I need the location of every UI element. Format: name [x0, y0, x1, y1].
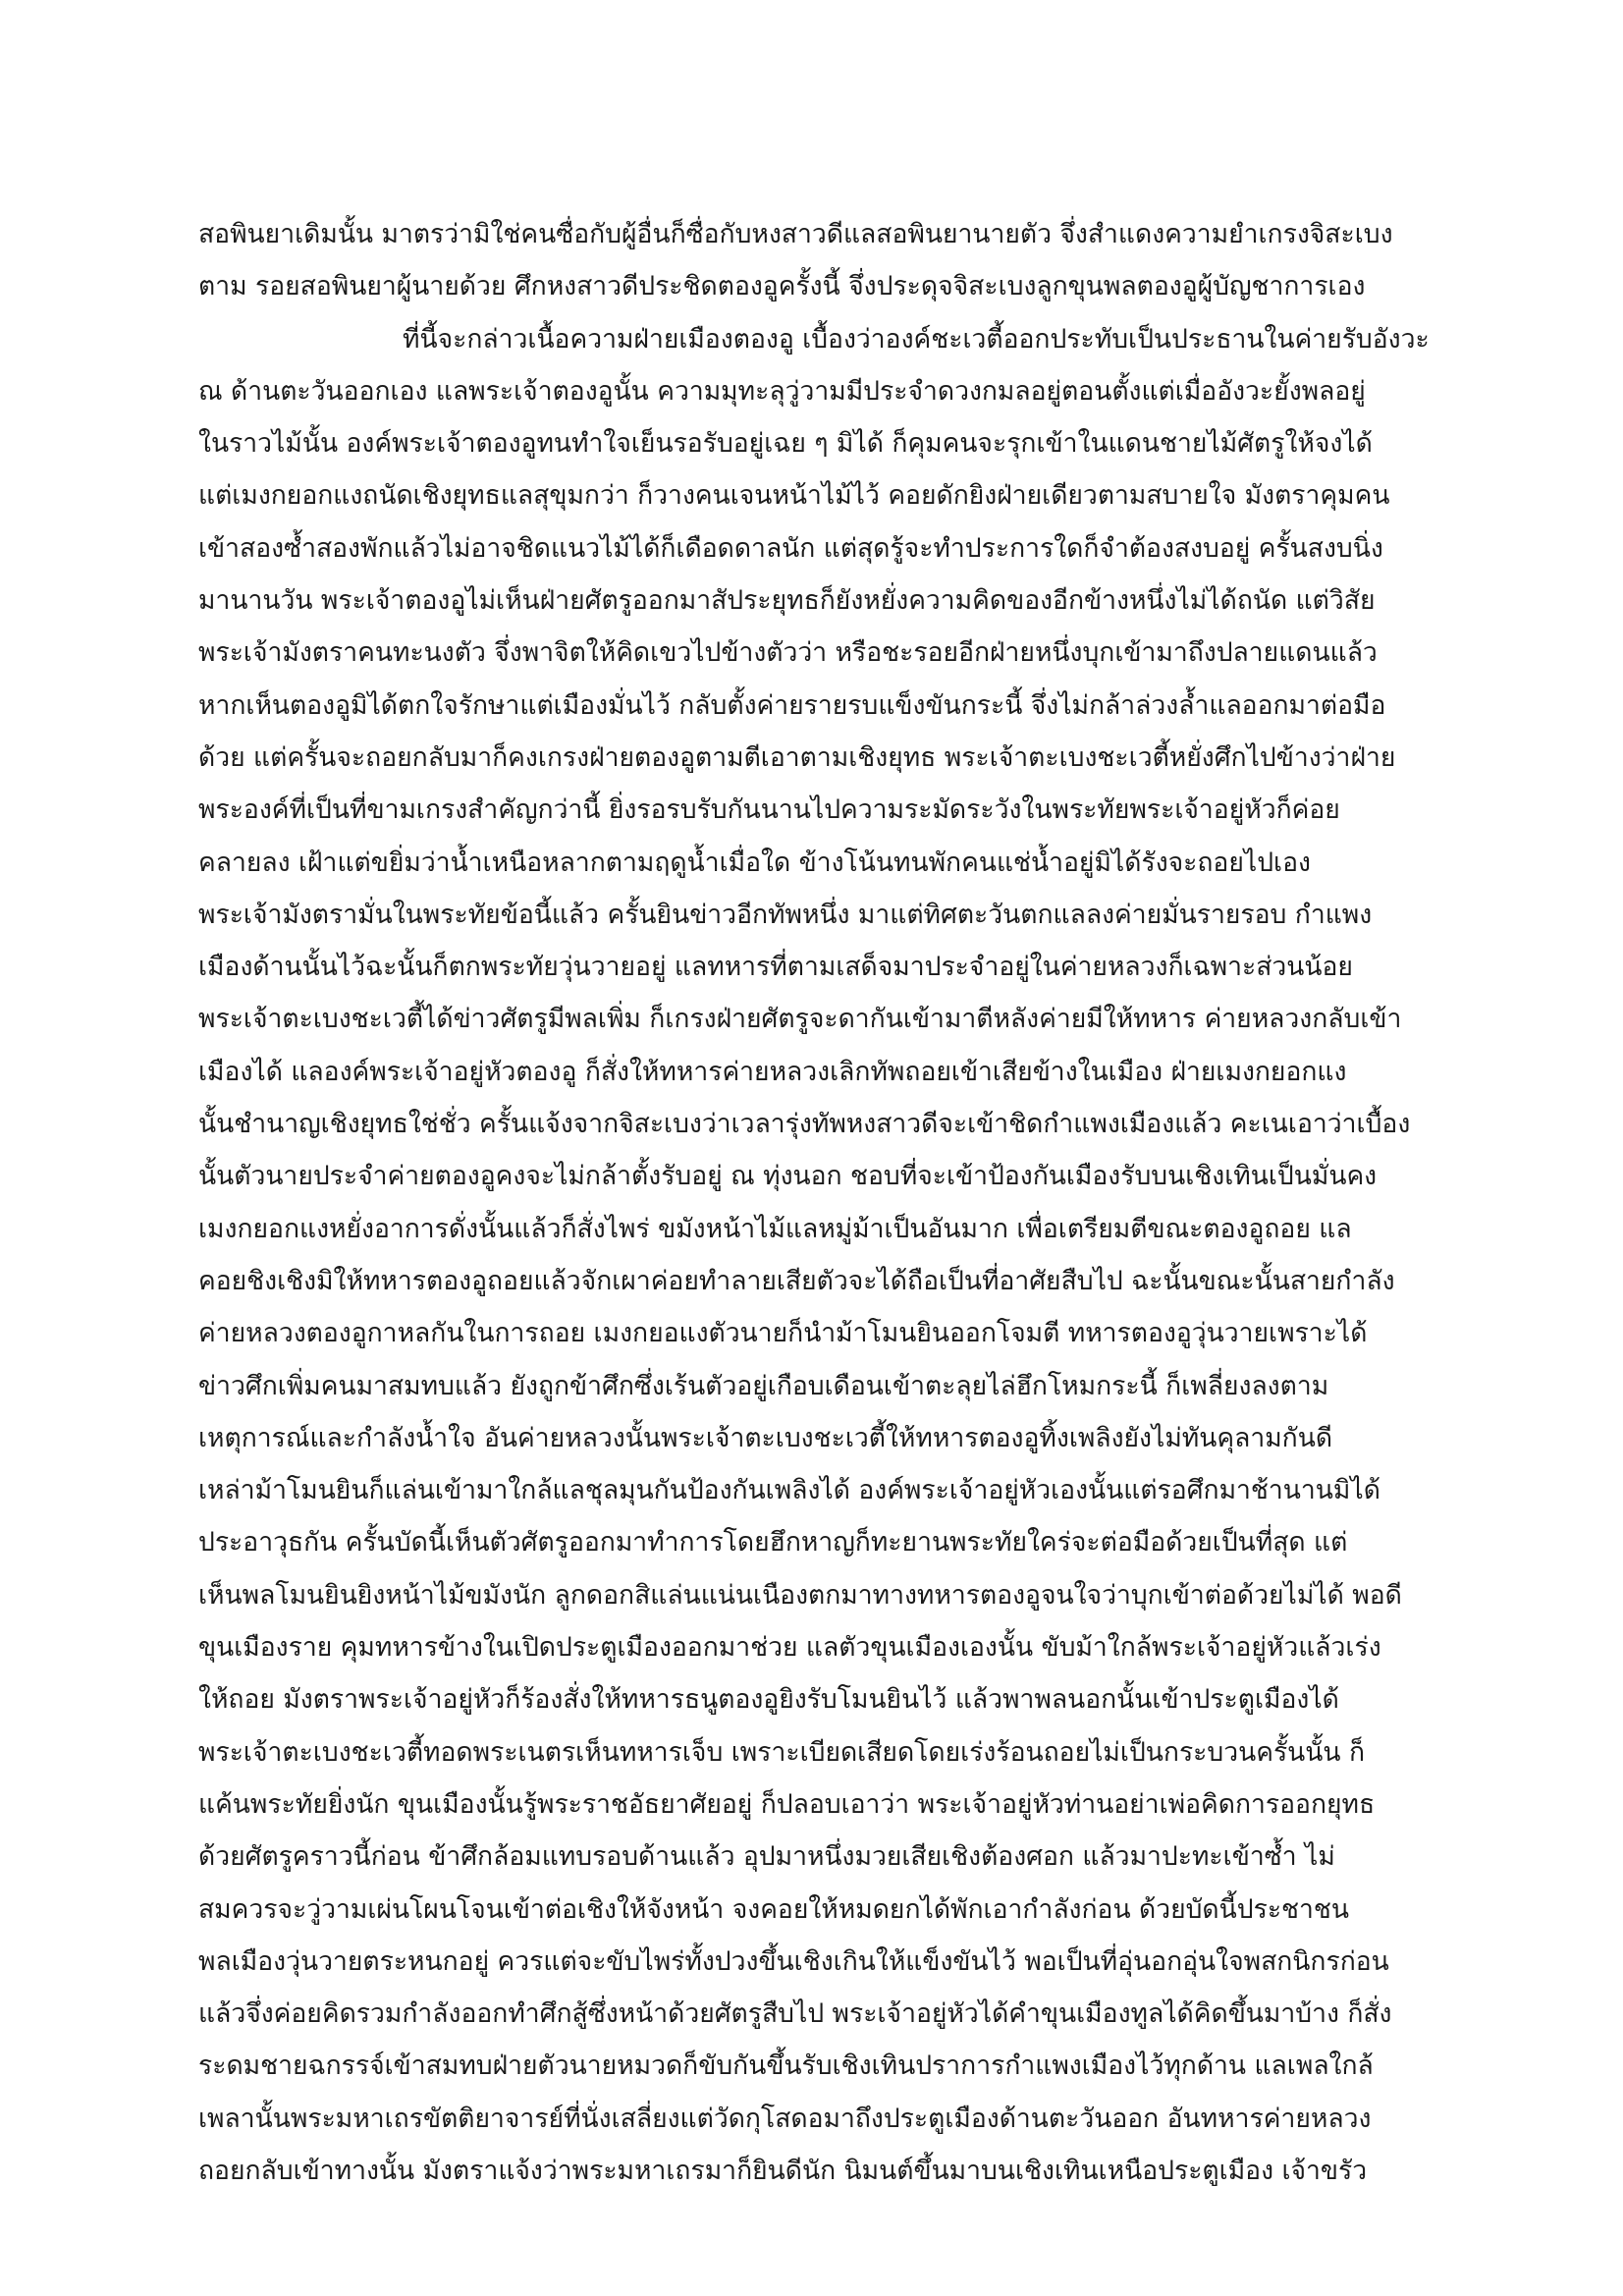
text-line: ถอยกลับเข้าทางนั้น มังตราแจ้งว่าพระมหาเถรมาก็ยินดีนัก นิมนต์ขึ้นมาบนเชิงเทินเหนือประตูเมือง เจ้าขรัว [198, 2155, 1368, 2186]
text-line: นั้นชำนาญเชิงยุทธใช่ชั่ว ครั้นแจ้งจากจิสะเบงว่าเวลารุ่งทัพหงสาวดีจะเข้าชิดกำแพงเมืองแล้ว คะเนเอาว่าเบื้อง [198, 1109, 1411, 1140]
text-line: คอยชิงเชิงมิให้ทหารตองอูถอยแล้วจักเผาค่อยทำลายเสียตัวจะได้ถือเป็นที่อาศัยสืบไป ฉะนั้นขณะนั้นสายกำลัง [198, 1265, 1395, 1296]
text-line: ข่าวศึกเพิ่มคนมาสมทบแล้ว ยังถูกข้าศึกซึ่งเร้นตัวอยู่เกือบเดือนเข้าตะลุยไล่ฮึกโหมกระนี้ ก็เพลี่ยงลงตาม [198, 1370, 1329, 1401]
text-line: แต่เมงกยอกแงถนัดเชิงยุทธแลสุขุมกว่า ก็วางคนเจนหน้าไม้ไว้ คอยดักยิงฝ่ายเดียวตามสบายใจ มังตราคุมคน [198, 480, 1390, 512]
text-line: ณ ด้านตะวันออกเอง แลพระเจ้าตองอูนั้น ความมุทะลุวู่วามมีประจำดวงกมลอยู่ตอนตั้งแต่เมื่ออังวะยั้งพลอยู่ [198, 375, 1366, 407]
text-line: ประอาวุธกัน ครั้นบัดนี้เห็นตัวศัตรูออกมาทำการโดยฮึกหาญก็ทะยานพระทัยใคร่จะต่อมือด้วยเป็นที่สุด แต่ [198, 1527, 1348, 1558]
text-line: สมควรจะวู่วามเผ่นโผนโจนเข้าต่อเชิงให้จังหน้า จงคอยให้หมดยกได้พักเอากำลังก่อน ด้วยบัดนี้ประชาชน [198, 1893, 1350, 1925]
text-line: พระเจ้าตะเบงชะเวตี้ได้ข่าวศัตรูมีพลเพิ่ม ก็เกรงฝ่ายศัตรูจะดากันเข้ามาตีหลังค่ายมีให้ทหาร ค่ายหลวงกลับเข้า [198, 1004, 1402, 1035]
text-line: พระเจ้าตะเบงชะเวตี้ทอดพระเนตรเห็นทหารเจ็บ เพราะเบียดเสียดโดยเร่งร้อนถอยไม่เป็นกระบวนครั้นนั้น ก็ [198, 1736, 1365, 1768]
text-line: ในราวไม้นั้น องค์พระเจ้าตองอูทนทำใจเย็นรอรับอยู่เฉย ๆ มิได้ ก็คุมคนจะรุกเข้าในแดนชายไม้ศัตรูให้จงได้ [198, 428, 1373, 460]
text-line: เมืองได้ แลองค์พระเจ้าอยู่หัวตองอู ก็สั่งให้ทหารค่ายหลวงเลิกทัพถอยเข้าเสียข้างในเมือง ฝ่ายเมงกยอกแง [198, 1056, 1347, 1087]
text-line: แค้นพระทัยยิ่งนัก ขุนเมืองนั้นรู้พระราชอัธยาศัยอยู่ ก็ปลอบเอาว่า พระเจ้าอยู่หัวท่านอย่าเพ่อคิดการออกยุทธ [198, 1788, 1376, 1820]
text-line: เหตุการณ์และกำลังน้ำใจ อันค่ายหลวงนั้นพระเจ้าตะเบงชะเวตี้ให้ทหารตองอูทิ้งเพลิงยังไม่ทันคุลามกันดี [198, 1422, 1333, 1453]
text-line: หากเห็นตองอูมิได้ตกใจรักษาแต่เมืองมั่นไว้ กลับตั้งค่ายรายรบแข็งขันกระนี้ จึ่งไม่กล้าล่วงล้ำแลออกมาต่อมือ [198, 689, 1386, 721]
text-line: ด้วย แต่ครั้นจะถอยกลับมาก็คงเกรงฝ่ายตองอูตามตีเอาตามเชิงยุทธ พระเจ้าตะเบงชะเวตี้หยั่งศึกไปข้างว่าฝ่าย [198, 741, 1396, 773]
text-line: พลเมืองวุ่นวายตระหนกอยู่ ควรแต่จะขับไพร่ทั้งปวงขึ้นเชิงเกินให้แข็งขันไว้ พอเป็นที่อุ่นอกอุ่นใจพสกนิกรก่อน [198, 1945, 1389, 1977]
text-line: เมืองด้านนั้นไว้ฉะนั้นก็ตกพระทัยวุ่นวายอยู่ แลทหารที่ตามเสด็จมาประจำอยู่ในค่ายหลวงก็เฉพาะส่วนน้อย [198, 952, 1353, 983]
text-line: พระเจ้ามังตราคนทะนงตัว จึ่งพาจิตให้คิดเขวไปข้างตัวว่า หรือชะรอยอีกฝ่ายหนึ่งบุกเข้ามาถึงปลายแดนแล้ว [198, 637, 1378, 669]
text-line: ขุนเมืองราย คุมทหารข้างในเปิดประตูเมืองออกมาช่วย แลตัวขุนเมืองเองนั้น ขับม้าใกล้พระเจ้าอยู่หัวแล้วเร่ง [198, 1632, 1381, 1664]
text-line: เหล่าม้าโมนยินก็แล่นเข้ามาใกล้แลชุลมุนกันป้องกันเพลิงได้ องค์พระเจ้าอยู่หัวเองนั้นแต่รอศึกมาช้านานมิได้ [198, 1475, 1380, 1506]
text-line: ค่ายหลวงตองอูกาหลกันในการถอย เมงกยอแงตัวนายก็นำม้าโมนยินออกโจมตี ทหารตองอูวุ่นวายเพราะได้ [198, 1318, 1368, 1349]
text-line: นั้นตัวนายประจำค่ายตองอูคงจะไม่กล้าตั้งรับอยู่ ณ ทุ่งนอก ชอบที่จะเข้าป้องกันเมืองรับบนเชิงเทินเป็นมั่นคง [198, 1161, 1378, 1192]
text-line: ด้วยศัตรูคราวนี้ก่อน ข้าศึกล้อมแทบรอบด้านแล้ว อุปมาหนึ่งมวยเสียเชิงต้องศอก แล้วมาปะทะเข้าซ้ำ ไม่ [198, 1841, 1335, 1873]
text-line: เพลานั้นพระมหาเถรขัตติยาจารย์ที่นั่งเสลี่ยงแต่วัดกุโสดอมาถึงประตูเมืองด้านตะวันออก อันทหารค่ายหลวง [198, 2103, 1372, 2134]
text-line: สอพินยาเดิมนั้น มาตรว่ามิใช่คนซื่อกับผู้อื่นก็ซื่อกับหงสาวดีแลสอพินยานายตัว จึ่งสำแดงความยำเกรงจิสะเบง [198, 219, 1393, 249]
text-line: พระองค์ที่เป็นที่ขามเกรงสำคัญกว่านี้ ยิ่งรอรบรับกันนานไปความระมัดระวังในพระทัยพระเจ้าอยู่หัวก็ค่อย [198, 794, 1340, 826]
text-line: แล้วจึ่งค่อยคิดรวมกำลังออกทำศึกสู้ซึ่งหน้าด้วยศัตรูสืบไป พระเจ้าอยู่หัวได้คำขุนเมืองทูลได้คิดขึ้นมาบ้าง ก็สั่ง [198, 1998, 1392, 2030]
text-line: พระเจ้ามังตรามั่นในพระทัยข้อนี้แล้ว ครั้นยินข่าวอีกทัพหนึ่ง มาแต่ทิศตะวันตกแลลงค่ายมั่นรายรอบ กำแพง [198, 899, 1373, 930]
paragraph-start-line: ที่นี้จะกล่าวเนื้อความฝ่ายเมืองตองอู เบื้องว่าองค์ชะเวตี้ออกประทับเป็นประธานในค่ายรับอังวะ [403, 323, 1430, 355]
text-line: เห็นพลโมนยินยิงหน้าไม้ขมังนัก ลูกดอกสิแล่นแน่นเนืองตกมาทางทหารตองอูจนใจว่าบุกเข้าต่อด้วยไม่ได้ พอดี [198, 1579, 1402, 1611]
text-line: คลายลง เฝ้าแต่ขยิ่มว่าน้ำเหนือหลากตามฤดูน้ำเมื่อใด ข้างโน้นทนพักคนแช่น้ำอยู่มิได้รังจะถอยไปเอง [198, 847, 1311, 878]
text-line: ระดมชายฉกรรจ์เข้าสมทบฝ่ายตัวนายหมวดก็ขับกันขึ้นรับเชิงเทินปราการกำแพงเมืองไว้ทุกด้าน แลเพลใกล้ [198, 2050, 1374, 2082]
text-line: เมงกยอกแงหยั่งอาการดั่งนั้นแล้วก็สั่งไพร่ ขมังหน้าไม้แลหมู่ม้าเป็นอันมาก เพื่อเตรียมตีขณะตองอูถอย แล [198, 1213, 1352, 1244]
text-line: ตาม รอยสอพินยาผู้นายด้วย ศึกหงสาวดีประชิดตองอูครั้งนี้ จึ่งประดุจจิสะเบงลูกขุนพลตองอูผู้บัญชาการเอง [198, 271, 1366, 302]
text-line: เข้าสองซ้ำสองพักแล้วไม่อาจชิดแนวไม้ได้ก็เดือดดาลนัก แต่สุดรู้จะทำประการใดก็จำต้องสงบอยู่ ครั้นสงบนิ่ง [198, 532, 1383, 564]
text-line: มานานวัน พระเจ้าตองอูไม่เห็นฝ่ายศัตรูออกมาสัประยุทธก็ยังหยั่งความคิดของอีกข้างหนึ่งไม่ได้ถนัด แต่วิสัย [198, 585, 1376, 617]
text-line: ให้ถอย มังตราพระเจ้าอยู่หัวก็ร้องสั่งให้ทหารธนูตองอูยิงรับโมนยินไว้ แล้วพาพลนอกนั้นเข้าประตูเมืองได้ [198, 1684, 1339, 1716]
document-body [198, 208, 1437, 2197]
